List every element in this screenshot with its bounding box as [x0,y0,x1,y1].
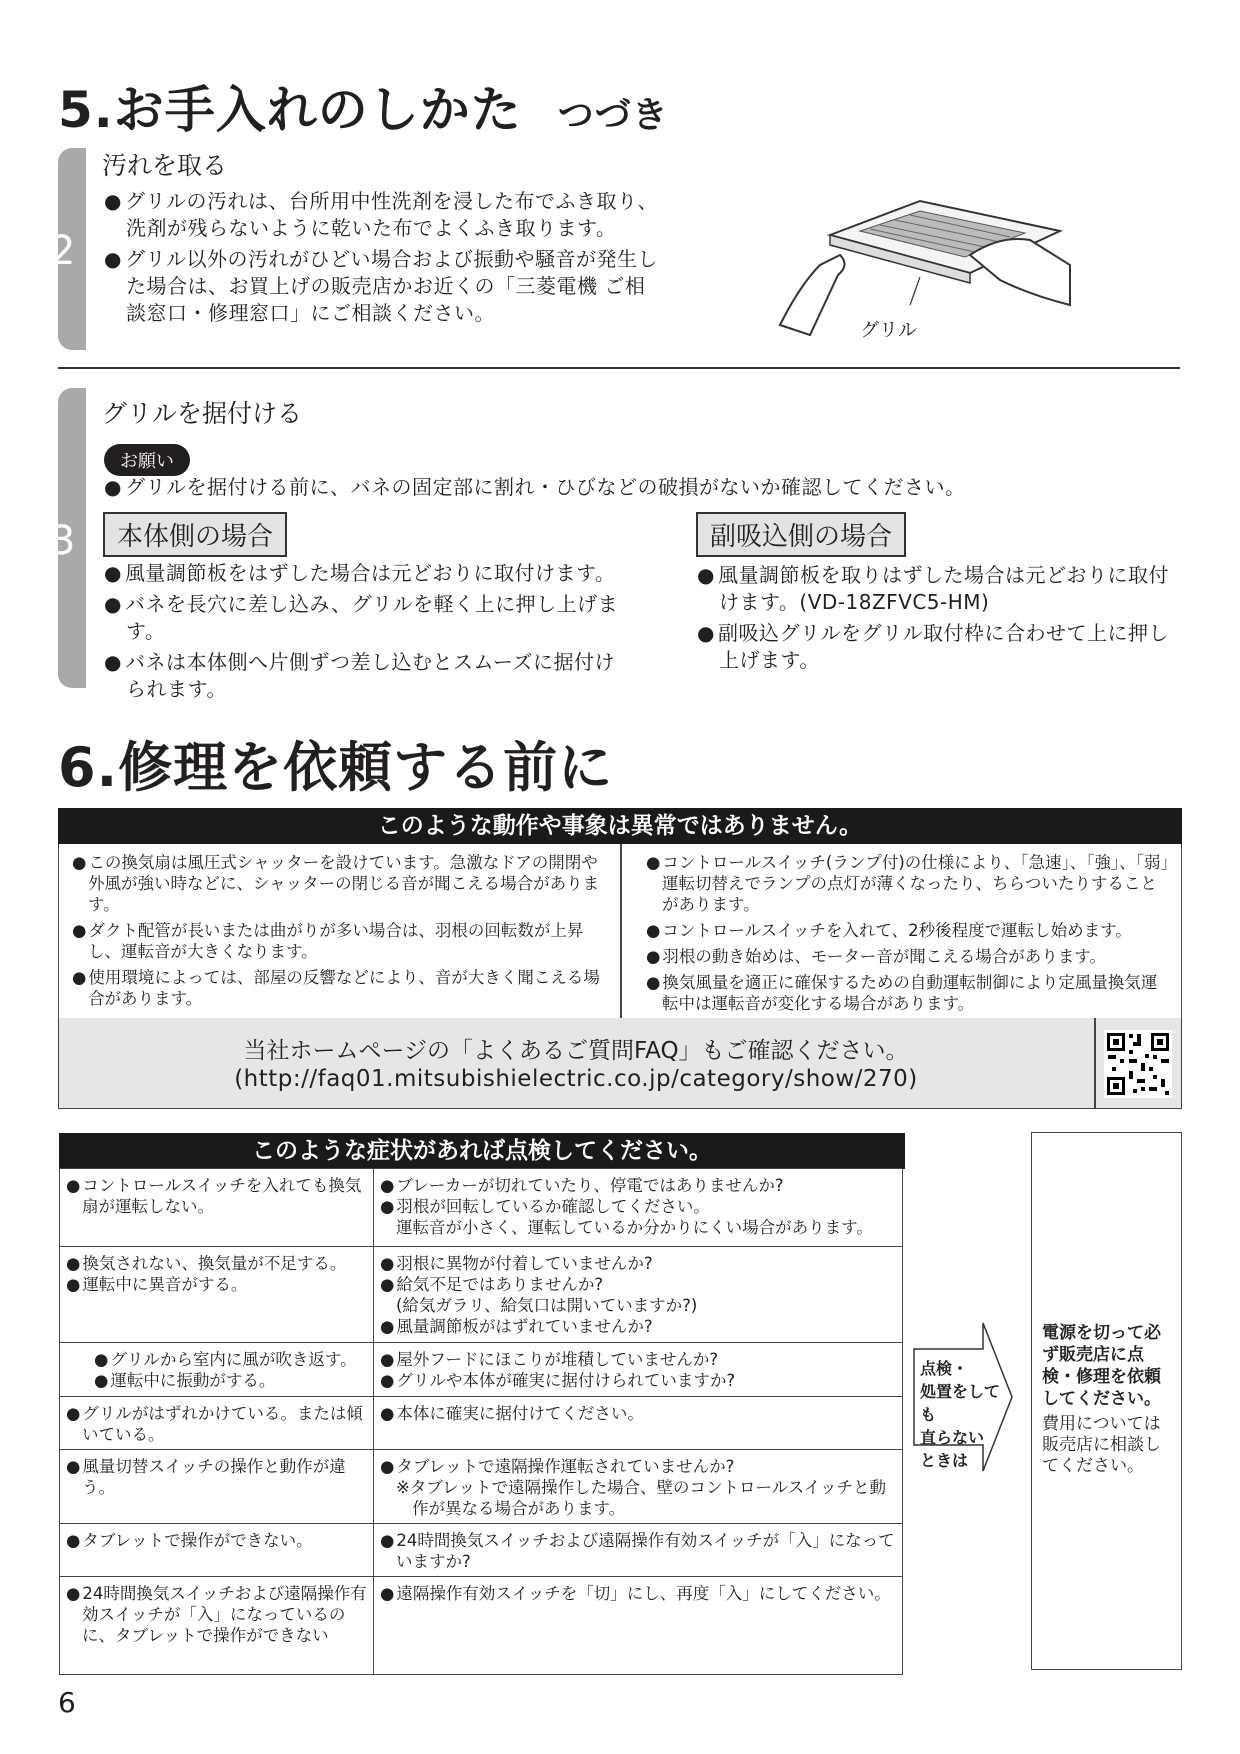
symptom: ● 運転中に異音がする。 [66,1274,367,1295]
request-badge: お願い [104,444,190,476]
step2-bullet: ● グリル以外の汚れがひどい場合および振動や騒音が発生した場合は、お買上げの販売店かお近くの「三菱電機 ご相談窓口・修理窓口」にご相談ください。 [104,246,664,327]
main-side-bullet: ● 風量調節板をはずした場合は元どおりに取付けます。 [104,560,634,587]
check-item: ● 羽根に異物が付着していませんか? [380,1253,896,1274]
check-bar: このような症状があれば点検してください。 [59,1133,905,1169]
check-item: ● 遠隔操作有効スイッチを「切」にし、再度「入」にしてください。 [380,1583,896,1604]
symptom: ● 運転中に振動がする。 [94,1370,367,1391]
arrow-line: ときは [920,1451,969,1470]
faq-url[interactable]: (http://faq01.mitsubishielectric.co.jp/category/show/270) [234,1066,918,1092]
normal-item: ● 換気風量を適正に確保するための自動運転制御により定風量換気運転中は運転音が変化する場合があります。 [646,972,1171,1014]
sub-intake-bullets [697,562,1187,678]
table-row [60,1524,903,1577]
symptom: ● コントロールスイッチを入れても換気扇が運転しない。 [66,1175,367,1217]
grille-label: グリル [860,319,918,341]
step2-number: 2 [50,228,76,274]
check-cell [374,1524,903,1577]
symptom-cell [60,1524,374,1577]
symptom-cell [60,1397,374,1450]
arrow-line: 直らない [920,1428,985,1447]
step3-number: 3 [50,518,76,564]
check-cell [374,1169,903,1247]
main-side-bullet: ● バネを長穴に差し込み、グリルを軽く上に押し上げます。 [104,591,634,645]
check-item: ● 屋外フードにほこりが堆積していませんか? [380,1349,896,1370]
symptom-cell [60,1247,374,1343]
check-note: ※タブレットで遠隔操作した場合、壁のコントロールスイッチと動作が異なる場合があります。 [396,1478,887,1518]
request-note [104,474,1184,505]
sub-intake-heading: 副吸込側の場合 [696,512,906,557]
check-cell [374,1343,903,1397]
symptom-cell [60,1450,374,1524]
check-item: ● 給気不足ではありませんか? [380,1274,896,1295]
check-item: ● グリルや本体が確実に据付けられていますか? [380,1370,896,1391]
table-row [60,1397,903,1450]
normal-item: ● 使用環境によっては、部屋の反響などにより、音が大きく聞こえる場合があります。 [72,967,607,1009]
check-item: ● 本体に確実に据付けてください。 [380,1403,896,1424]
arrow-line: 処置をしても [920,1382,1001,1424]
check-note: (給気ガラリ、給気口は開いていますか?) [396,1296,698,1315]
check-cell [374,1450,903,1524]
advice-bold: 電源を切って必ず販売店に点検・修理を依頼してください。 [1042,1323,1161,1409]
check-item: ● タブレットで遠隔操作運転されていませんか? [380,1456,896,1477]
table-row [60,1247,903,1343]
grille-cleaning-illustration [770,195,1080,345]
table-row [60,1577,903,1675]
check-item: ● ブレーカーが切れていたり、停電ではありませんか? [380,1175,896,1196]
symptom: ● タブレットで操作ができない。 [66,1530,367,1551]
normal-item: ● コントロールスイッチ(ランプ付)の仕様により、「急速」、「強」、「弱」運転切替えでランプの点灯が薄くなったり、ちらついたりすることがあります。 [646,852,1171,915]
faq-divider [1094,1018,1096,1108]
normal-item: ● ダクト配管が長いまたは曲がりが多い場合は、羽根の回転数が上昇し、運転音が大きくなります。 [72,920,607,962]
sub-intake-bullet: ● 風量調節板を取りはずした場合は元どおりに取付けます。(VD-18ZFVC5-HM) [697,562,1187,616]
main-side-bullet: ● バネは本体側へ片側ずつ差し込むとスムーズに据付けられます。 [104,649,634,703]
main-side-heading: 本体側の場合 [103,512,287,557]
section5-title: 5.お手入れのしかた [58,81,522,139]
normal-right-list [646,852,1171,1019]
normal-behavior-bar: このような動作や事象は異常ではありません。 [58,808,1182,844]
arrow-text [920,1357,1000,1472]
symptom: ● グリルから室内に風が吹き返す。 [94,1349,367,1370]
advice-normal: 費用については販売店に相談してください。 [1042,1414,1161,1476]
section5-heading [58,70,669,142]
table-row [60,1343,903,1397]
step3-title: グリルを据付ける [102,399,303,428]
symptom-cell [60,1343,374,1397]
step2-bullet: ● グリルの汚れは、台所用中性洗剤を浸した布でふき取り、洗剤が残らないように乾いた布でよくふき取ります。 [104,188,664,242]
normal-left-list [72,852,607,1014]
normal-divider [620,844,622,1018]
table-row [60,1169,903,1247]
faq-line1: 当社ホームページの「よくあるご質問FAQ」もご確認ください。 [243,1038,909,1064]
normal-item: ● この換気扇は風圧式シャッターを設けています。急激なドアの開閉や外風が強い時などに、シャッターの閉じる音が聞こえる場合があります。 [72,852,607,915]
arrow-line: 点検・ [920,1359,969,1378]
normal-item: ● 羽根の動き始めは、モーター音が聞こえる場合があります。 [646,946,1171,967]
normal-item: ● コントロールスイッチを入れて、2秒後程度で運転し始めます。 [646,920,1171,941]
check-item: ● 風量調節板がはずれていませんか? [380,1316,896,1337]
sub-intake-bullet: ● 副吸込グリルをグリル取付枠に合わせて上に押し上げます。 [697,620,1187,674]
check-note: 運転音が小さく、運転しているか分かりにくい場合があります。 [396,1218,873,1237]
step2-bullets [104,188,664,331]
request-text: ● グリルを据付ける前に、バネの固定部に割れ・ひびなどの破損がないか確認してください。 [104,474,1184,501]
check-cell [374,1247,903,1343]
qr-code-icon [1104,1030,1172,1098]
check-cell [374,1397,903,1450]
step2-title: 汚れを取る [102,151,228,180]
symptom: ● グリルがはずれかけている。または傾いている。 [66,1403,367,1445]
symptom: ● 24時間換気スイッチおよび遠隔操作有効スイッチが「入」になっているのに、タブレットで操作ができない [66,1583,367,1646]
check-cell [374,1577,903,1675]
divider [58,367,1180,369]
symptom-table [59,1168,903,1675]
symptom: ● 換気されない、換気量が不足する。 [66,1253,367,1274]
page-number: 6 [58,1686,76,1719]
check-item: ● 羽根が回転しているか確認してください。 [380,1196,896,1217]
symptom-cell [60,1577,374,1675]
section6-title: 6.修理を依頼する前に [58,736,614,799]
main-side-bullets [104,560,634,707]
table-row [60,1450,903,1524]
symptom: ● 風量切替スイッチの操作と動作が違う。 [66,1456,367,1498]
symptom-cell [60,1169,374,1247]
section5-subtitle: つづき [557,95,669,136]
check-item: ● 24時間換気スイッチおよび遠隔操作有効スイッチが「入」になっていますか? [380,1530,896,1572]
